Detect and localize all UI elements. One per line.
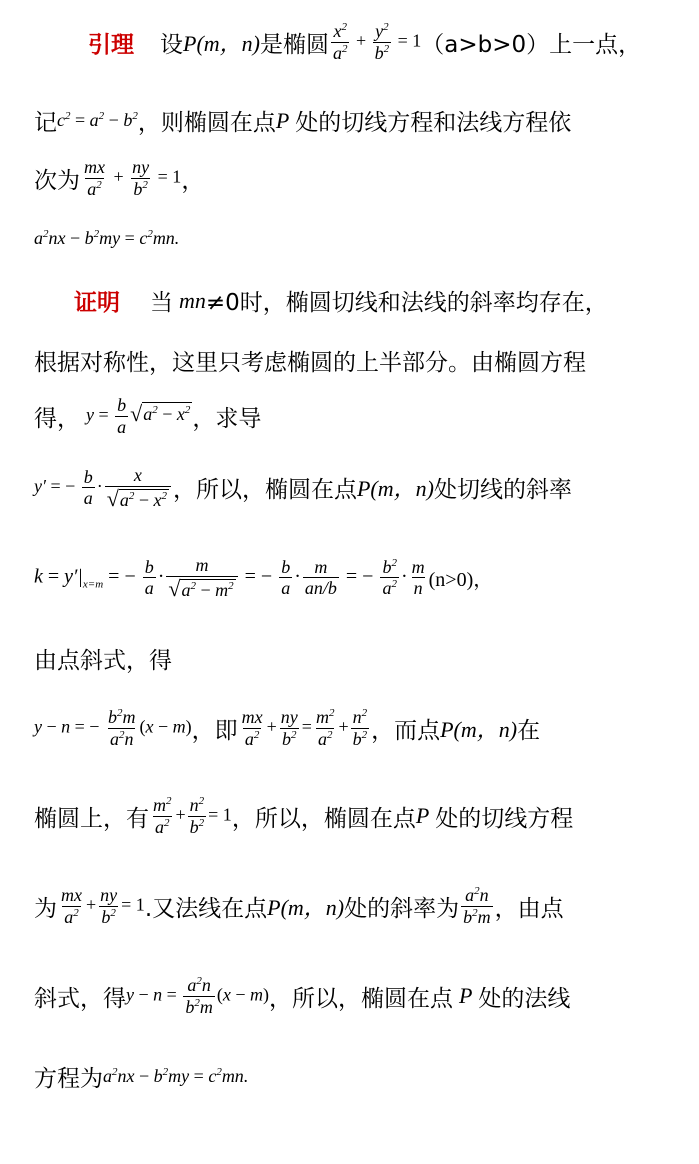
- proof-line-7: y − n = − $\frac{b^2m}{a^2n}$ (x − m) ，即 $\frac{mx}{a^2}$ + $\frac{ny}{b^2}$ = $\frac{m^2}{a^2}$ + $\frac{n^2}{b^2}$ ，而点 P(m，n) 在: [34, 707, 541, 749]
- derivative-equation: y′ = − $\frac{b}{a}$ · x √ $a^2 - x^2$: [34, 466, 173, 510]
- ellipse-equation: $\frac{x^2}{a^2}$ + $\frac{y^2}{b^2}$ = 1: [332, 21, 422, 63]
- proof-line-11: 方程为 $a^2nx - b^2my = c^2mn$ .: [34, 1066, 249, 1092]
- proof-line-8: 椭圆上，有 $\frac{m^2}{a^2}$ + $\frac{n^2}{b^2}$ = 1 ，所以，椭圆在点 P 处的切线方程: [34, 795, 574, 837]
- proof-line-5: $k = y'|_{x=m}$ = − $\frac{b}{a}$ · m √ $a^2 - m^2$ = − $\frac{b}{a}$ · $\frac{m}{an/b}$ = − $\frac{b^2}{a^2}$ · $\frac{m}{n}$ (n>0)，: [34, 555, 494, 601]
- proof-line-3: 得， y = $\frac{b}{a}$ √ $a^2 - x^2$ ，求导: [34, 395, 262, 437]
- lemma-line-1: 引理 设 P(m，n) 是椭圆 $\frac{x^2}{a^2}$ + $\frac{y^2}{b^2}$ = 1 （a>b>0）上一点，: [88, 21, 642, 63]
- proof-line-1: 证明 当 mn ≠0时，椭圆切线和法线的斜率均存在，: [74, 284, 689, 317]
- on-ellipse-equation: $\frac{m^2}{a^2}$ + $\frac{n^2}{b^2}$ = 1: [153, 795, 232, 837]
- c-squared-definition: $c^2 = a^2 - b^2$: [57, 110, 138, 130]
- lemma-keyword: 引理: [88, 31, 134, 58]
- lemma-line-2: 记 $c^2 = a^2 - b^2$ ，则椭圆在点 P 处的切线方程和法线方程依: [34, 107, 572, 136]
- lemma-line-3: 次为 $\frac{mx}{a^2}$ + $\frac{ny}{b^2}$ = 1 ，: [34, 157, 205, 199]
- expanded-equation: $\frac{mx}{a^2}$ + $\frac{ny}{b^2}$ = $\frac{m^2}{a^2}$ + $\frac{n^2}{b^2}$: [241, 707, 368, 749]
- proof-line-2: 根据对称性，这里只考虑椭圆的上半部分。由椭圆方程: [34, 350, 586, 376]
- normal-equation: $a^2nx - b^2my = c^2mn$.: [34, 228, 180, 248]
- proof-line-9: 为 $\frac{mx}{a^2}$ + $\frac{ny}{b^2}$ = 1 .又法线在点 P(m，n) 处的斜率为 $\frac{a^2n}{b^2m}$ ，由点: [34, 885, 564, 927]
- point-slope-equation: y − n = − $\frac{b^2m}{a^2n}$ (x − m): [34, 707, 192, 749]
- upper-half-equation: y = $\frac{b}{a}$ √ $a^2 - x^2$: [86, 395, 191, 437]
- slope-equation: $k = y'|_{x=m}$ = − $\frac{b}{a}$ · m √ $a^2 - m^2$ = − $\frac{b}{a}$ · $\frac{m}{an/b}$ = − $\frac{b^2}{a^2}$ · $\frac{m}{n}$: [34, 555, 425, 601]
- proof-line-10: 斜式，得 y − n = $\frac{a^2n}{b^2m}$ (x − m) ，所以，椭圆在点 P 处的法线: [34, 975, 571, 1017]
- proof-line-4: y′ = − $\frac{b}{a}$ · x √ $a^2 - x^2$ ，所以，椭圆在点 P(m，n) 处切线的斜率: [34, 465, 572, 511]
- proof-line-6: 由点斜式，得: [34, 648, 172, 674]
- normal-result: $a^2nx - b^2my = c^2mn$: [103, 1066, 244, 1086]
- tangent-result: $\frac{mx}{a^2}$ + $\frac{ny}{b^2}$ = 1: [61, 885, 145, 927]
- point-p: P(m，n): [183, 30, 260, 56]
- normal-point-slope: y − n = $\frac{a^2n}{b^2m}$ (x − m): [126, 975, 269, 1017]
- tangent-equation: $\frac{mx}{a^2}$ + $\frac{ny}{b^2}$ = 1: [84, 157, 182, 199]
- normal-slope: $\frac{a^2n}{b^2m}$: [463, 885, 491, 927]
- lemma-line-4: [34, 228, 689, 249]
- proof-keyword: 证明: [74, 290, 120, 316]
